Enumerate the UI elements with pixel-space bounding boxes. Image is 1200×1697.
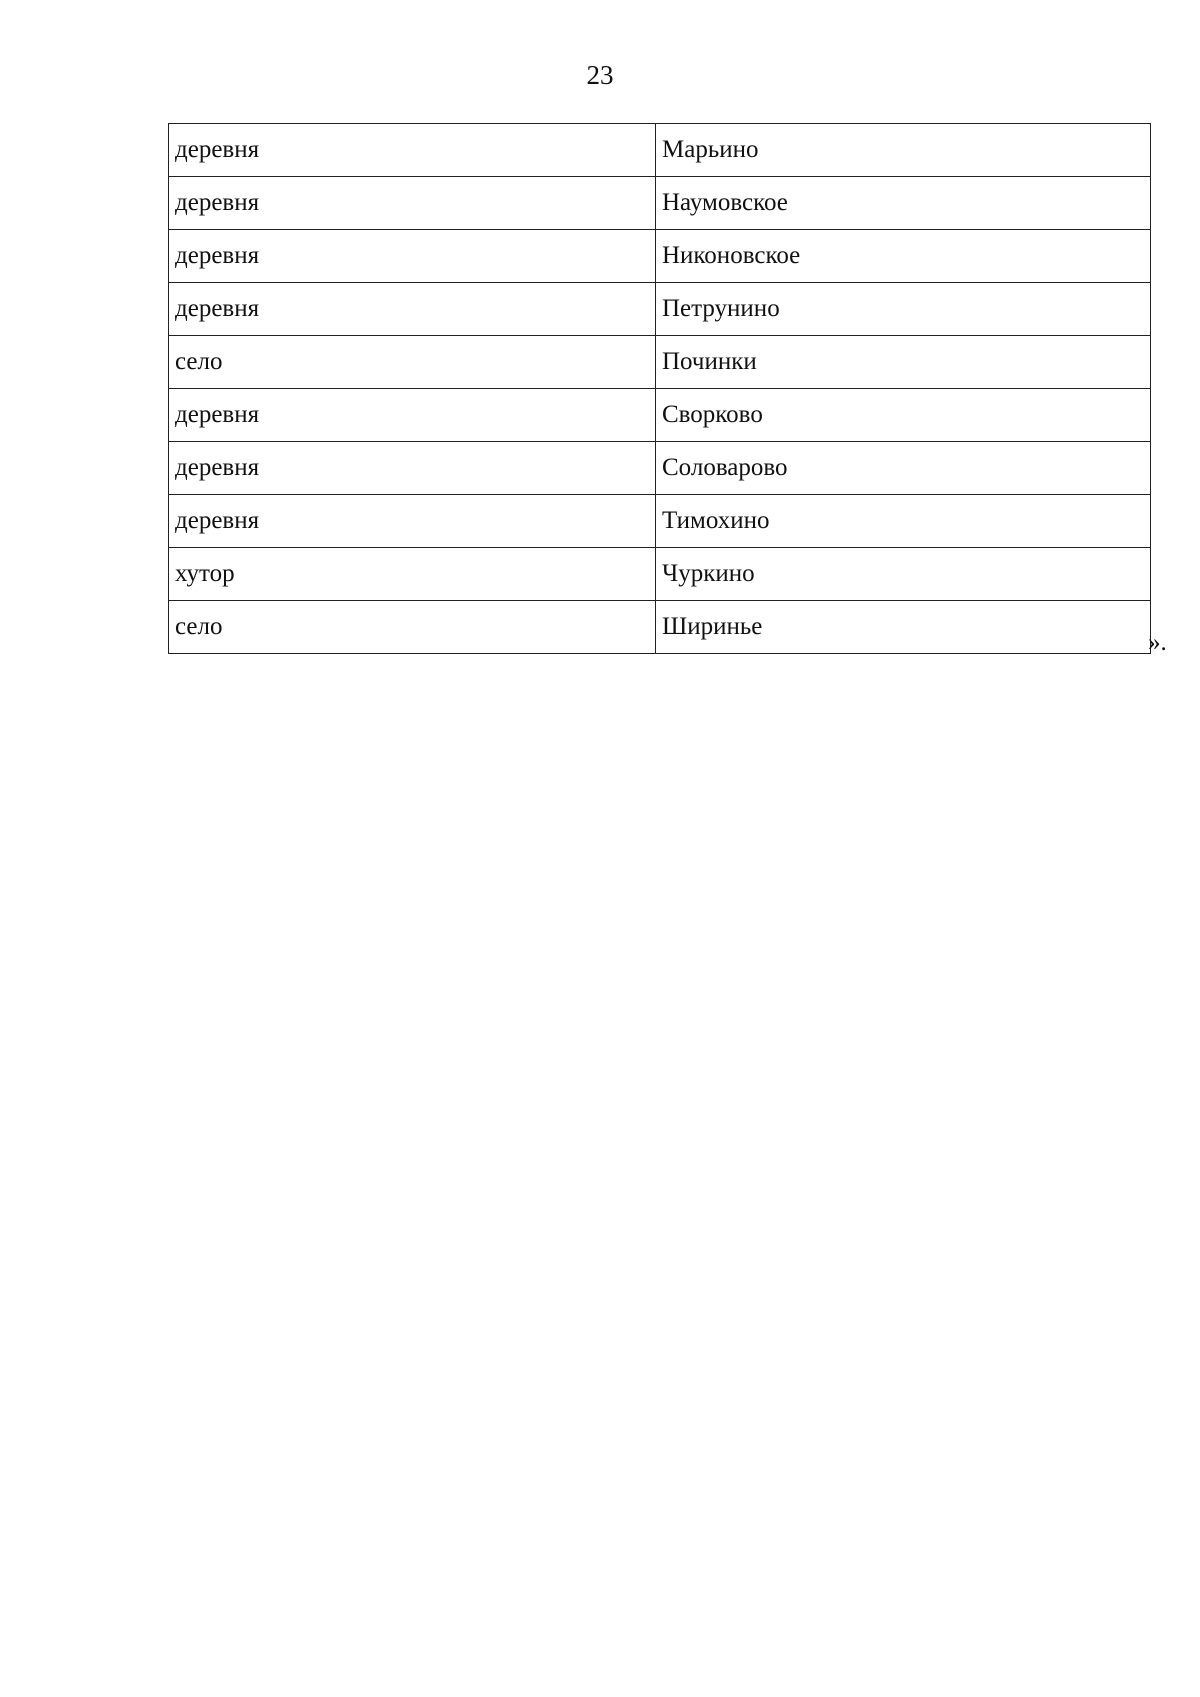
settlement-type-cell: деревня <box>169 442 656 495</box>
settlement-table <box>168 123 1151 654</box>
settlement-name-cell: Тимохино <box>656 495 1151 548</box>
settlement-name-cell: Чуркино <box>656 548 1151 601</box>
settlement-type-cell: деревня <box>169 495 656 548</box>
settlement-name-cell: Наумовское <box>656 177 1151 230</box>
page-number: 23 <box>586 60 614 90</box>
table-row <box>169 230 1151 283</box>
table-row <box>169 124 1151 177</box>
table-row <box>169 177 1151 230</box>
table-row <box>169 495 1151 548</box>
settlement-name-cell: Починки <box>656 336 1151 389</box>
settlement-type-cell: село <box>169 336 656 389</box>
table-row <box>169 548 1151 601</box>
closing-quote-mark: ». <box>1148 629 1167 656</box>
settlement-type-cell: село <box>169 601 656 654</box>
settlement-name-cell: Марьино <box>656 124 1151 177</box>
settlement-type-cell: деревня <box>169 389 656 442</box>
settlement-type-cell: хутор <box>169 548 656 601</box>
settlement-name-cell: Ширинье <box>656 601 1151 654</box>
settlement-type-cell: деревня <box>169 283 656 336</box>
table-row <box>169 283 1151 336</box>
settlement-name-cell: Сворково <box>656 389 1151 442</box>
table-row <box>169 442 1151 495</box>
settlement-name-cell: Соловарово <box>656 442 1151 495</box>
settlement-type-cell: деревня <box>169 177 656 230</box>
table-row <box>169 389 1151 442</box>
settlement-name-cell: Никоновское <box>656 230 1151 283</box>
table-row <box>169 336 1151 389</box>
settlement-name-cell: Петрунино <box>656 283 1151 336</box>
settlement-type-cell: деревня <box>169 230 656 283</box>
table-body <box>169 124 1151 654</box>
table-row <box>169 601 1151 654</box>
settlement-type-cell: деревня <box>169 124 656 177</box>
